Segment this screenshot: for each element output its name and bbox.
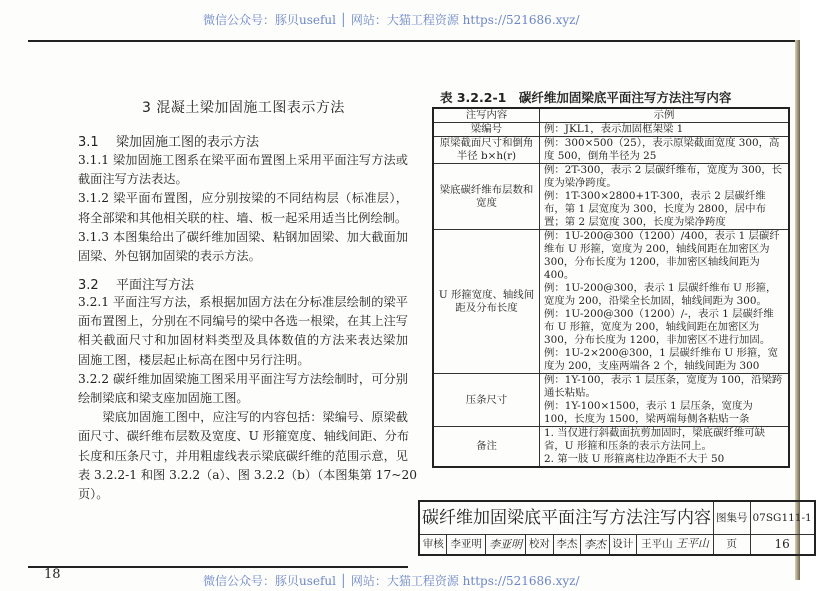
paragraph-line: 3.1.1 梁加固施工图系在梁平面布置图上采用平面注写方法或 bbox=[78, 153, 408, 167]
row-item: 压条尺寸 bbox=[433, 374, 540, 427]
paragraph-line: 表 3.2.2-1 和图 3.2.2（a）、图 3.2.2（b）（本图集第 17~20 bbox=[78, 467, 417, 482]
section-heading-3-1: 3.1 梁加固施工图的表示方法 bbox=[78, 135, 260, 150]
section-heading-3-2: 3.2 平面注写方法 bbox=[78, 278, 195, 293]
drawing-title: 碳纤维加固梁底平面注写方法注写内容 bbox=[419, 501, 714, 535]
paragraph-line: 长度和压条尺寸，并用粗虚线表示梁底碳纤维的范围示意，见 bbox=[78, 448, 408, 463]
paragraph-line: 固梁、外包钢加固梁的表示方法。 bbox=[78, 249, 261, 264]
row-example: 例：300×500（25），表示原梁截面宽度 300，高度 500，倒角半径为 25 bbox=[540, 137, 790, 164]
row-example: 1. 当仅进行斜截面抗剪加固时，梁底碳纤维可缺省，U 形箍和压条的表示方法同上。 2. 第一肢 U 形箍离柱边净距不大于 50 bbox=[540, 427, 790, 468]
table-row bbox=[433, 374, 789, 427]
table-header-row bbox=[433, 108, 789, 123]
paragraph-line: 3.2.2 碳纤维加固梁施工图采用平面注写方法绘制时，可分别 bbox=[78, 371, 408, 386]
drawing-page-number: 16 bbox=[750, 535, 815, 555]
paragraph-line: 3.1.2 梁平面布置图，应分别按梁的不同结构层（标准层）， bbox=[78, 191, 408, 206]
paragraph-line: 相关截面尺寸和加固材料类型及具体数值的方法来表达梁加 bbox=[78, 333, 408, 348]
paragraph-line: 将全部梁和其他相关联的柱、墙、板一起采用适当比例绘制。 bbox=[78, 210, 408, 225]
top-rule bbox=[28, 40, 800, 42]
paragraph-line: 固施工图，楼层起止标高在图中另行注明。 bbox=[78, 352, 310, 367]
row-example: 例：1Y-100，表示 1 层压条，宽度为 100，沿梁跨通长粘贴。 例：1Y-100×1500，表示 1 层压条，宽度为 100，长度为 1500，梁两端每侧各粘贴一条 bbox=[540, 374, 790, 427]
table-row bbox=[433, 123, 789, 137]
review-label: 审核 bbox=[419, 535, 447, 555]
row-example: 例：2T-300，表示 2 层碳纤维布，宽度为 300，长度为梁净跨度。 例：1T-300×2800+1T-300，表示 2 层碳纤维布，第 1 层宽度为 300，长度为 2800，居中布置；第 2 层宽度 300，长度为梁净跨度 bbox=[540, 164, 790, 230]
section-3-2-body bbox=[78, 293, 417, 504]
annotation-table bbox=[432, 107, 790, 468]
page-edge bbox=[795, 40, 800, 580]
row-item: 备注 bbox=[433, 427, 540, 468]
designer: 王平山 王平山 bbox=[637, 535, 714, 555]
row-example: 例：1U-200@300（1200）/400，表示 1 层碳纤维布 U 形箍，宽度为 200，轴线间距在加密区为 300，分布长度为 1200，非加密区轴线间距为 400。 例：1U-200@300，表示 1 层碳纤维布 U 形箍，宽度为 200，沿梁全长加固，轴线间距为 300。 例：1U-200@300（1200）/-，表示 1 层碳纤维布 U 形箍，宽度为 200，轴线间距在加密区为 300，分布长度为 1200，非加密区不进行加固。 例：1U-2×200@300，1 层碳纤维布 U 形箍，宽度为 200，支座两端各 2 个，轴线间距为 300 bbox=[540, 230, 790, 374]
design-signature: 王平山 bbox=[675, 537, 709, 551]
paragraph-line: 截面注写方法表达。 bbox=[78, 172, 188, 187]
checker: 李杰 bbox=[553, 535, 580, 555]
paragraph-line: 3.2.1 平面注写方法，系根据加固方法在分标准层绘制的梁平 bbox=[78, 295, 408, 309]
atlas-number: 07SG111-1 bbox=[750, 501, 815, 535]
design-label: 设计 bbox=[609, 535, 636, 555]
atlas-label: 图集号 bbox=[714, 501, 751, 535]
table-row bbox=[433, 427, 789, 468]
row-item: 原梁截面尺寸和倒角半径 b×h(r) bbox=[433, 137, 540, 164]
page-label: 页 bbox=[714, 535, 751, 555]
watermark-top: 微信公众号：豚贝useful │ 网站：大猫工程资源 https://521686.xyz/ bbox=[203, 13, 580, 27]
row-item: 梁编号 bbox=[433, 123, 540, 137]
page-number: 18 bbox=[44, 567, 61, 582]
section-3-1-body bbox=[78, 151, 408, 266]
paragraph-line: 绘制梁底和梁支座加固施工图。 bbox=[78, 391, 249, 406]
paragraph-line: 页）。 bbox=[78, 487, 109, 502]
paragraph-line: 面布置图上，分别在不同编号的梁中各选一根梁，在其上注写 bbox=[78, 314, 408, 329]
paragraph-line: 面尺寸、碳纤维布层数及宽度、U 形箍宽度、轴线间距、分布 bbox=[78, 429, 410, 444]
watermark-bottom: 微信公众号：豚贝useful │ 网站：大猫工程资源 https://521686.xyz/ bbox=[203, 574, 580, 588]
table-caption: 表 3.2.2-1 碳纤维加固梁底平面注写方法注写内容 bbox=[440, 90, 732, 105]
table-row bbox=[433, 137, 789, 164]
paragraph-line: 梁底加固施工图中，应注写的内容包括：梁编号、原梁截 bbox=[78, 410, 408, 425]
row-item: U 形箍宽度、轴线间距及分布长度 bbox=[433, 230, 540, 374]
chapter-title: 3 混凝土梁加固施工图表示方法 bbox=[142, 100, 345, 116]
table-row bbox=[433, 164, 789, 230]
header-item: 注写内容 bbox=[433, 108, 540, 123]
paragraph-line: 3.1.3 本图集给出了碳纤维加固梁、粘钢加固梁、加大截面加 bbox=[78, 229, 408, 244]
row-example: 例：JKL1，表示加固框架梁 1 bbox=[540, 123, 790, 137]
title-block bbox=[418, 500, 816, 556]
reviewer: 李亚明 bbox=[447, 535, 486, 555]
table-row bbox=[433, 230, 789, 374]
check-signature: 李杰 bbox=[581, 535, 610, 555]
row-item: 梁底碳纤维布层数和宽度 bbox=[433, 164, 540, 230]
review-signature: 李亚明 bbox=[486, 535, 526, 555]
bottom-rule bbox=[28, 566, 408, 568]
header-example: 示例 bbox=[540, 108, 790, 123]
check-label: 校对 bbox=[526, 535, 553, 555]
